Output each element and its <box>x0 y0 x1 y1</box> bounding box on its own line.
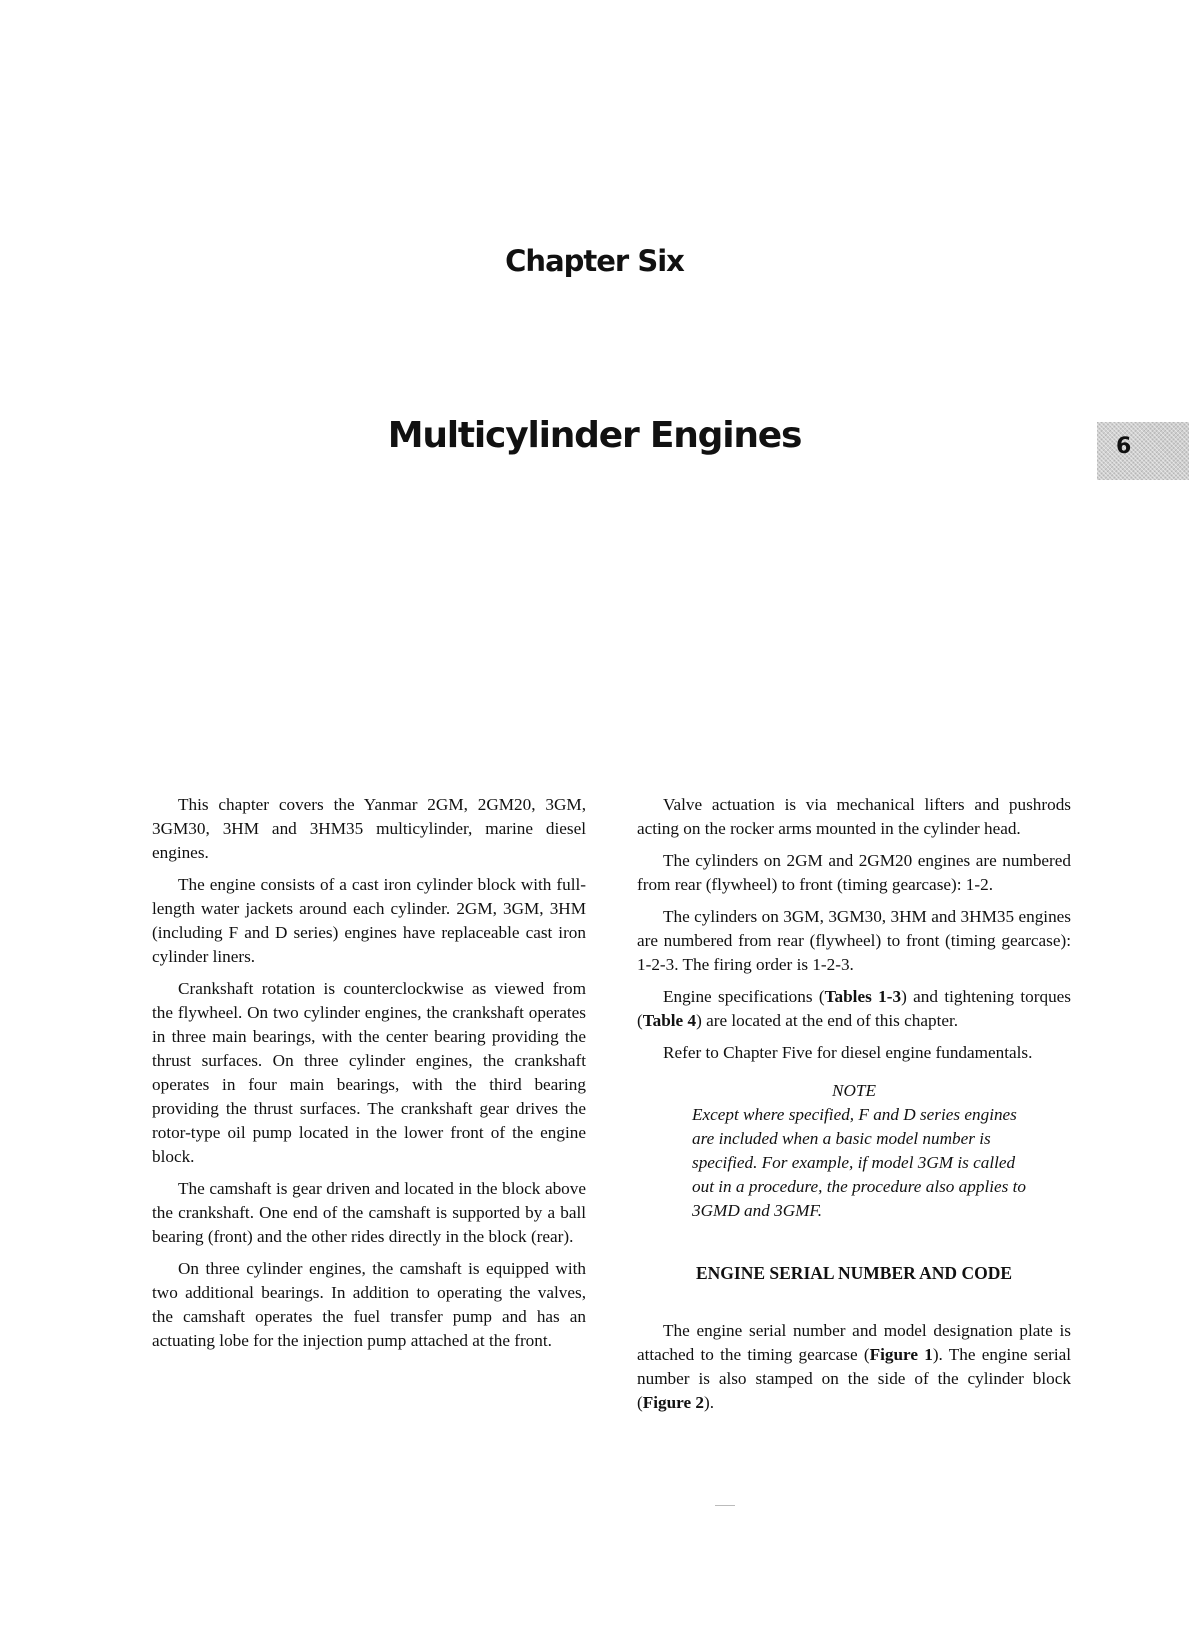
note-block <box>637 1079 1071 1223</box>
section-heading: ENGINE SERIAL NUMBER AND CODE <box>695 1263 1013 1283</box>
figure-ref-1: Figure 1 <box>869 1345 933 1364</box>
chapter-thumb-tab <box>1097 422 1189 480</box>
text: ). The engine serial number is also stamped on the side of the cylinder block ( <box>637 1345 1072 1412</box>
table-ref-torques: Table 4 <box>642 1011 697 1030</box>
text: ) and tightening torques ( <box>637 987 1071 1030</box>
right-column <box>637 793 1071 1423</box>
text: The engine serial number and model designation plate is attached to the timing gearcase ( <box>637 1321 1071 1364</box>
paragraph-crankshaft: Crankshaft rotation is counterclockwise as viewed from the flywheel. On two cylinder engines, the crankshaft operates in three main bearings, with the center bearing providing the thrust surfaces. On three cylinder engines, the crankshaft operates in four main bearings, with the third bearing providing the thrust surfaces. The crankshaft gear drives the rotor-type oil pump located in the lower front of the engine block. <box>152 979 586 1166</box>
footer-mark <box>715 1505 735 1506</box>
paragraph-intro: This chapter covers the Yanmar 2GM, 2GM20, 3GM, 3GM30, 3HM and 3HM35 multicylinder, marine diesel engines. <box>152 795 586 862</box>
paragraph-camshaft: The camshaft is gear driven and located in the block above the crankshaft. One end of the camshaft is supported by a ball bearing (front) and the other rides directly in the block (rear). <box>152 1179 586 1246</box>
paragraph-engine-block: The engine consists of a cast iron cylinder block with full-length water jackets around each cylinder. 2GM, 3GM, 3HM (including F and D series) engines have replaceable cast iron cylinder liners. <box>152 875 586 966</box>
paragraph-refer: Refer to Chapter Five for diesel engine fundamentals. <box>663 1043 1033 1062</box>
paragraph-specifications <box>637 985 1071 1033</box>
left-column <box>152 793 586 1361</box>
paragraph-valve-actuation: Valve actuation is via mechanical lifters and pushrods acting on the rocker arms mounted in the cylinder head. <box>637 795 1071 838</box>
chapter-title: Multicylinder Engines <box>387 415 802 456</box>
paragraph-3cyl-numbering: The cylinders on 3GM, 3GM30, 3HM and 3HM35 engines are numbered from rear (flywheel) to front (timing gearcase): 1-2-3. The firing order is 1-2-3. <box>637 907 1071 974</box>
text: ). <box>704 1393 715 1412</box>
paragraph-serial-number <box>637 1319 1071 1415</box>
thumb-tab-number: 6 <box>1116 434 1132 459</box>
table-ref-specs: Tables 1-3 <box>824 987 902 1006</box>
text: ) are located at the end of this chapter. <box>696 1011 959 1030</box>
text: Engine specifications ( <box>663 987 825 1006</box>
paragraph-three-cylinder-camshaft: On three cylinder engines, the camshaft is equipped with two additional bearings. In addition to operating the valves, the camshaft operates the fuel transfer pump and has an actuating lobe for the injection pump attached at the front. <box>152 1259 586 1350</box>
note-text: Except where specified, F and D series engines are included when a basic model number is specified. For example, if model 3GM is called out in a procedure, the procedure also applies to 3GMD and 3GMF. <box>692 1105 1026 1220</box>
note-label: NOTE <box>832 1081 876 1100</box>
figure-ref-2: Figure 2 <box>642 1393 704 1412</box>
paragraph-2cyl-numbering: The cylinders on 2GM and 2GM20 engines are numbered from rear (flywheel) to front (timing gearcase): 1-2. <box>637 851 1071 894</box>
chapter-label: Chapter Six <box>505 244 684 278</box>
